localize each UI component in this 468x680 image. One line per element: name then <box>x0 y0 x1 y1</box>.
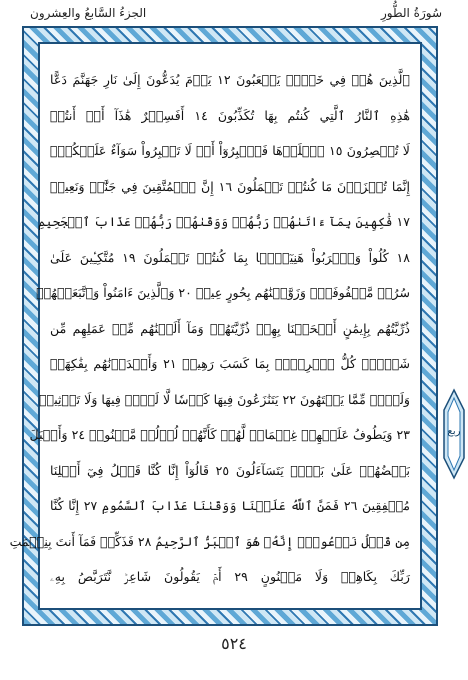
text-line: لَا تُبۡصِرُونَ ١٥ ٱصۡلَوۡهَا فَٱصۡبِرُوٓاْ أَوۡ لَا تَصۡبِرُواْ سَوَآءٌ عَلَيۡكُمۡۖ <box>50 143 410 158</box>
text-line: وَلَحۡمٖ مِّمَّا يَشۡتَهُونَ ٢٢ يَتَنَٰزَعُونَ فِيهَا كَأۡسٗا لَّا لَغۡوٞ فِيهَا وَلَا تَأۡثِيمٞ <box>39 391 410 407</box>
text-line: رَبِّكَ بِكَاهِنٖ وَلَا مَجۡنُونٍ ٢٩ أَمۡ يَقُولُونَ شَاعِرٞ نَّتَرَبَّصُ بِهِۦ <box>50 569 410 584</box>
text-line: ٱلَّذِينَ هُمۡ فِي خَوۡضٖ يَلۡعَبُونَ ١٢ يَوۡمَ يُدَعُّونَ إِلَىٰ نَارِ جَهَنَّمَ دَعًّا <box>50 72 411 87</box>
rub-marker <box>442 388 466 480</box>
rub-label: ربع <box>447 426 461 437</box>
ornamental-frame <box>9 26 438 626</box>
text-line: إِنَّمَا تُجۡزَوۡنَ مَا كُنتُمۡ تَعۡمَلُونَ ١٦ إِنَّ ٱلۡمُتَّقِينَ فِي جَنَّٰتٖ وَنَعِيمٖ <box>50 178 410 194</box>
text-line: شَيۡءٖۚ كُلُّ ٱمۡرِيِٕۭ بِمَا كَسَبَ رَهِينٞ ٢١ وَأَمۡدَدۡنَٰهُم بِفَٰكِهَةٖ <box>50 356 410 371</box>
text-line: سُرُرٖ مَّصۡفُوفَةٖۖ وَزَوَّجۡنَٰهُم بِحُورٍ عِينٖ ٢٠ وَٱلَّذِينَ ءَامَنُواْ وَٱتَّبَعَتۡهُمۡ <box>36 285 410 300</box>
quran-text-block <box>9 62 411 598</box>
text-line: ١٧ فَٰكِهِينَ بِمَآ ءَاتَىٰهُمۡ رَبُّهُمۡ وَوَقَىٰهُمۡ رَبُّهُمۡ عَذَابَ ٱلۡجَحِيمِ <box>37 214 410 229</box>
text-panel <box>9 42 422 610</box>
text-line: ٢٣ وَيَطُوفُ عَلَيۡهِمۡ غِلۡمَانٞ لَّهُمۡ كَأَنَّهُمۡ لُؤۡلُؤٞ مَّكۡنُونٞ ٢٤ وَأَقۡبَلَ <box>29 427 410 442</box>
text-line: ذُرِّيَّتُهُم بِإِيمَٰنٍ أَلۡحَقۡنَا بِهِمۡ ذُرِّيَّتَهُمۡ وَمَآ أَلَتۡنَٰهُم مِّنۡ عَمَلِهِم مِّن <box>50 320 410 336</box>
text-line: مُشۡفِقِينَ ٢٦ فَمَنَّ ٱللَّهُ عَلَيۡنَا وَوَقَىٰنَا عَذَابَ ٱلسَّمُومِ ٢٧ إِنَّا كُنَّا <box>50 498 411 513</box>
juz-label: الجزءُ السَّابعُ والعِشرون <box>30 6 147 20</box>
text-line: مِن قَبۡلُ نَدۡعُوهُۖ إِنَّهُۥ هُوَ ٱلۡبَرُّ ٱلرَّحِيمُ ٢٨ فَذَكِّرۡ فَمَآ أَنتَ بِنِعۡمَتِ <box>9 533 410 549</box>
text-line: ١٨ كُلُواْ وَٱشۡرَبُواْ هَنِيٓـَٔۢا بِمَا كُنتُمۡ تَعۡمَلُونَ ١٩ مُتَّكِـِٔينَ عَلَىٰ <box>50 249 411 265</box>
surah-name: سُورَةُ الطُّورِ <box>381 6 442 20</box>
text-line: هَٰذِهِ ٱلنَّارُ ٱلَّتِي كُنتُم بِهَا تُكَذِّبُونَ ١٤ أَفَسِحۡرٌ هَٰذَآ أَمۡ أَنتُمۡ <box>50 107 410 123</box>
text-line: بَعۡضُهُمۡ عَلَىٰ بَعۡضٖ يَتَسَآءَلُونَ ٢٥ قَالُوٓاْ إِنَّا كُنَّا قَبۡلُ فِيٓ أَهۡلِنَا <box>50 462 411 478</box>
page-number: ٥٢٤ <box>221 634 247 653</box>
